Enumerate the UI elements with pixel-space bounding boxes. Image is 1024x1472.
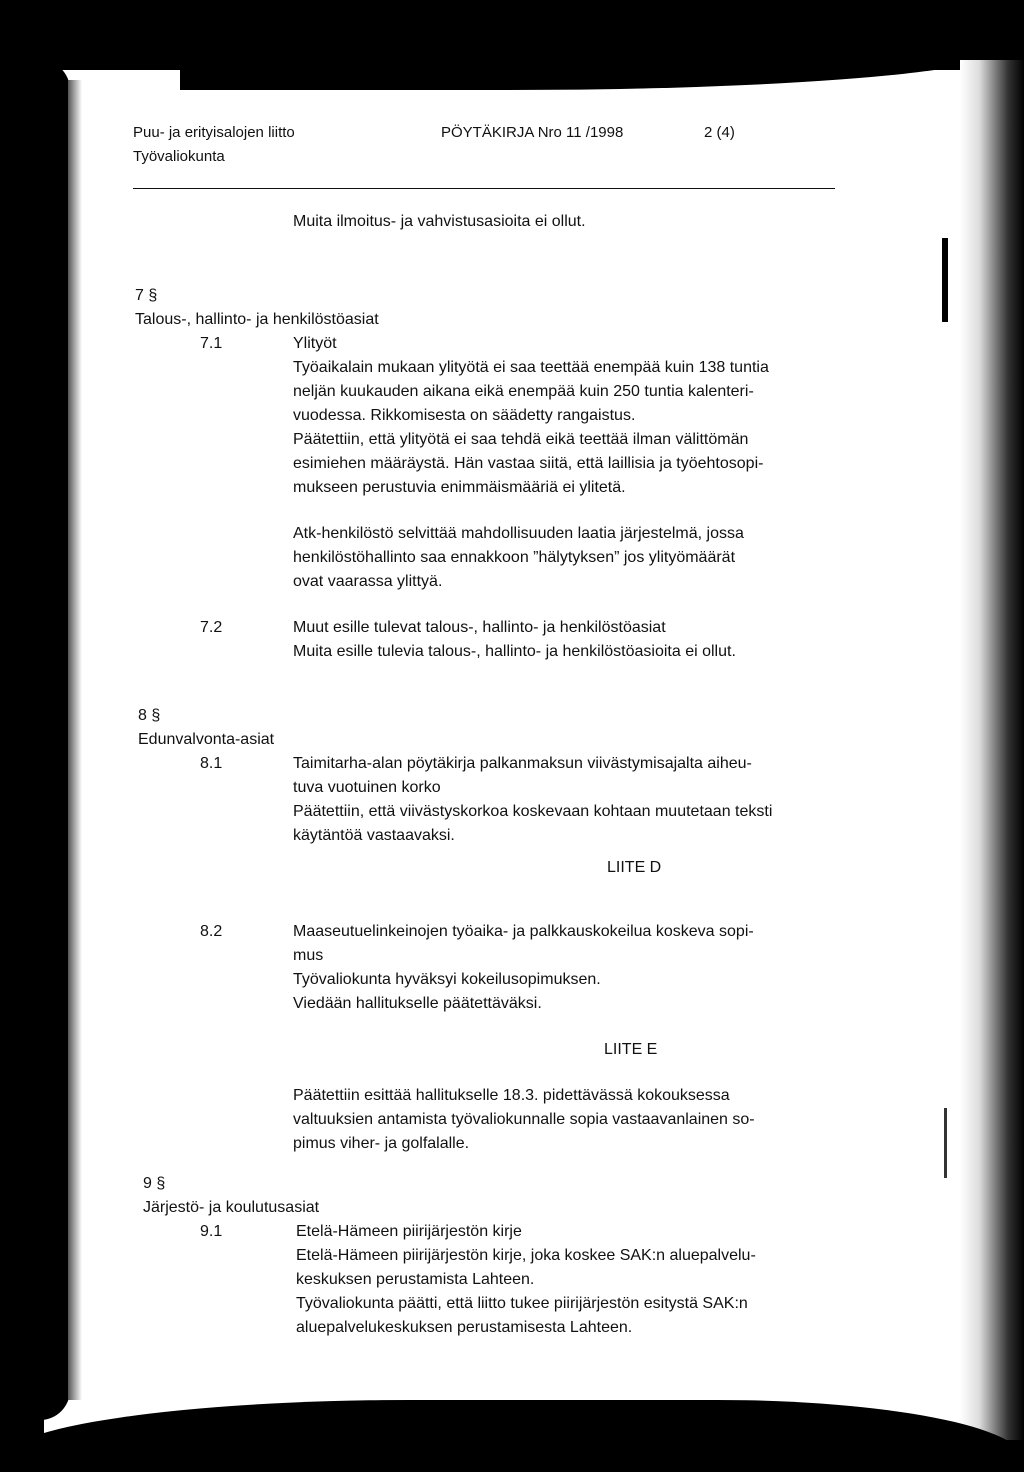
subsection-8-2-line: Työvaliokunta hyväksyi kokeilusopimuksen. <box>293 971 601 988</box>
scan-border-top-shadow <box>180 50 1000 90</box>
subsection-7-1-title: Ylityöt <box>293 335 337 352</box>
section-8-number: 8 § <box>138 707 161 724</box>
section-7-number: 7 § <box>135 287 158 304</box>
subsection-8-2-paragraph-line: valtuuksien antamista työvaliokunnalle sopia vastaavanlainen so- <box>293 1111 755 1128</box>
subsection-7-2-title: Muut esille tulevat talous-, hallinto- ja henkilöstöasiat <box>293 619 666 636</box>
subsection-8-2-paragraph-line: pimus viher- ja golfalalle. <box>293 1135 470 1152</box>
subsection-8-2-line: mus <box>293 947 324 964</box>
subsection-7-1-line: esimiehen määräystä. Hän vastaa siitä, että laillisia ja työehtosopi- <box>293 455 764 472</box>
subsection-7-1-paragraph-line: ovat vaarassa ylittyä. <box>293 573 443 590</box>
attachment-label-e: LIITE E <box>604 1041 658 1058</box>
header-organization: Puu- ja erityisalojen liitto <box>133 124 295 141</box>
scan-border-left-fade <box>68 80 82 1400</box>
scan-border-left-edge <box>40 60 70 1420</box>
subsection-9-1-line: keskuksen perustamista Lahteen. <box>296 1271 535 1288</box>
subsection-7-2-line: Muita esille tulevia talous-, hallinto- ja henkilöstöasioita ei ollut. <box>293 643 736 660</box>
subsection-9-1-line: Työvaliokunta päätti, että liitto tukee piirijärjestön esitystä SAK:n <box>296 1295 748 1312</box>
section-9-title: Järjestö- ja koulutusasiat <box>143 1199 320 1216</box>
header-body: Työvaliokunta <box>133 148 225 165</box>
subsection-8-1-line: Taimitarha-alan pöytäkirja palkanmaksun viivästymisajalta aiheu- <box>293 755 752 772</box>
attachment-label-d: LIITE D <box>607 859 662 876</box>
subsection-7-1-line: mukseen perustuvia enimmäismääriä ei ylitetä. <box>293 479 626 496</box>
subsection-7-1-line: neljän kuukauden aikana eikä enempää kuin 250 tuntia kalenteri- <box>293 383 754 400</box>
subsection-7-1-paragraph-line: henkilöstöhallinto saa ennakkoon ”hälytyksen” jos ylityömäärät <box>293 549 736 566</box>
subsection-7-1-line: Päätettiin, että ylityötä ei saa tehdä eikä teettää ilman välittömän <box>293 431 749 448</box>
subsection-7-1-line: vuodessa. Rikkomisesta on säädetty rangaistus. <box>293 407 636 424</box>
section-7-title: Talous-, hallinto- ja henkilöstöasiat <box>135 311 379 328</box>
subsection-8-2-line: Maaseutuelinkeinojen työaika- ja palkkauskokeilua koskeva sopi- <box>293 923 754 940</box>
subsection-8-1-line: käytäntöä vastaavaksi. <box>293 827 455 844</box>
subsection-7-2-number: 7.2 <box>200 619 223 636</box>
scan-mark <box>942 238 948 322</box>
subsection-8-2-line: Viedään hallitukselle päätettäväksi. <box>293 995 542 1012</box>
scan-mark <box>944 1108 947 1178</box>
subsection-9-1-line: Etelä-Hämeen piirijärjestön kirje, joka koskee SAK:n aluepalvelu- <box>296 1247 756 1264</box>
subsection-9-1-line: aluepalvelukeskuksen perustamisesta Lahteen. <box>296 1319 633 1336</box>
subsection-9-1-number: 9.1 <box>200 1223 223 1240</box>
header-page-number: 2 (4) <box>704 124 735 141</box>
subsection-8-1-line: tuva vuotuinen korko <box>293 779 441 796</box>
subsection-8-2-paragraph-line: Päätettiin esittää hallitukselle 18.3. pidettävässä kokouksessa <box>293 1087 730 1104</box>
header-divider <box>133 188 835 189</box>
section-8-title: Edunvalvonta-asiat <box>138 731 275 748</box>
subsection-8-1-number: 8.1 <box>200 755 223 772</box>
subsection-8-1-line: Päätettiin, että viivästyskorkoa koskevaan kohtaan muutetaan teksti <box>293 803 773 820</box>
subsection-7-1-line: Työaikalain mukaan ylityötä ei saa teettää enempää kuin 138 tuntia <box>293 359 769 376</box>
header-document-title: PÖYTÄKIRJA Nro 11 /1998 <box>441 124 624 141</box>
subsection-8-2-number: 8.2 <box>200 923 223 940</box>
scan-border-bottom <box>0 1440 1024 1472</box>
section-9-number: 9 § <box>143 1175 166 1192</box>
scan-border-left <box>0 0 44 1472</box>
subsection-7-1-paragraph-line: Atk-henkilöstö selvittää mahdollisuuden laatia järjestelmä, jossa <box>293 525 744 542</box>
subsection-9-1-line: Etelä-Hämeen piirijärjestön kirje <box>296 1223 522 1240</box>
subsection-7-1-number: 7.1 <box>200 335 223 352</box>
scan-border-right <box>960 60 1024 1472</box>
intro-text: Muita ilmoitus- ja vahvistusasioita ei ollut. <box>293 213 586 230</box>
